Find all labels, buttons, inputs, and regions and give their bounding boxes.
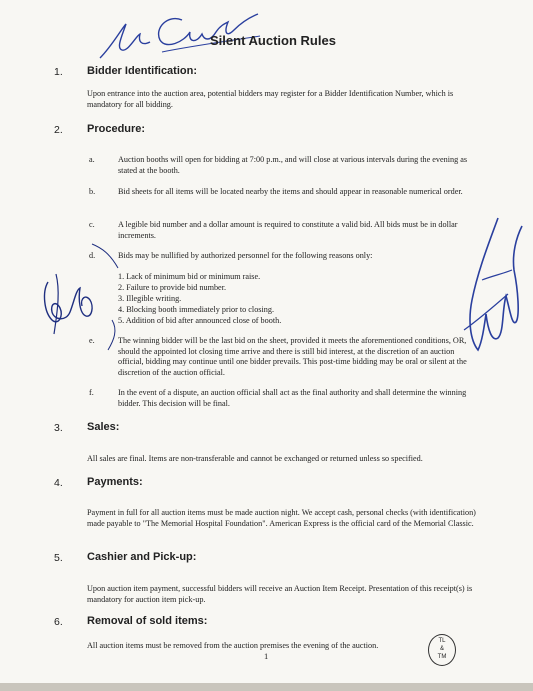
procedure-letter: d. <box>89 251 96 260</box>
page-number: 1 <box>264 651 269 661</box>
stamp-line: TM <box>437 654 447 660</box>
section-number: 5. <box>54 552 63 564</box>
section-body: Payment in full for all auction items must be made auction night. We accept cash, personal checks (with identification) made payable to "The Memorial Hospital Foundation". American Express is the official card of the Memorial Classic. <box>87 508 476 528</box>
stamp-line: TL <box>438 638 446 644</box>
procedure-text: Bids may be nullified by authorized personnel for the following reasons only: <box>118 251 373 260</box>
procedure-letter: c. <box>89 220 95 229</box>
procedure-letter: f. <box>89 388 94 397</box>
section-body: Upon auction item payment, successful bidders will receive an Auction Item Receipt. Presentation of this receipt(s) is mandatory for auction item pick-up. <box>87 584 473 604</box>
reason-item: 2. Failure to provide bid number. <box>118 283 227 292</box>
section-number: 3. <box>54 422 63 434</box>
procedure-letter: b. <box>89 187 96 196</box>
reason-item: 4. Blocking booth immediately prior to closing. <box>118 305 274 314</box>
section-body: All sales are final. Items are non-transferable and cannot be exchanged or returned unless so specified. <box>87 454 423 463</box>
section-number: 2. <box>54 124 63 136</box>
section-title: Removal of sold items: <box>87 615 208 627</box>
section-body: Upon entrance into the auction area, potential bidders may register for a Bidder Identification Number, which is mandatory for all bidding. <box>87 89 454 109</box>
section-body: All auction items must be removed from the auction premises the evening of the auction. <box>87 641 379 650</box>
signature-right <box>458 210 528 360</box>
section-title: Sales: <box>87 421 120 433</box>
procedure-text: A legible bid number and a dollar amount is required to constitute a valid bid. All bids must be in dollar increments. <box>118 220 458 240</box>
procedure-letter: e. <box>89 336 95 345</box>
section-title: Payments: <box>87 476 143 488</box>
initials-stamp <box>428 634 456 666</box>
document-title: Silent Auction Rules <box>210 33 336 48</box>
section-number: 1. <box>54 66 63 78</box>
reason-item: 1. Lack of minimum bid or minimum raise. <box>118 272 261 281</box>
reason-item: 3. Illegible writing. <box>118 294 182 303</box>
reason-item: 5. Addition of bid after announced close of booth. <box>118 316 282 325</box>
section-title: Procedure: <box>87 123 146 135</box>
page-bottom-edge <box>0 683 533 691</box>
procedure-text: Bid sheets for all items will be located nearby the items and should appear in reasonable numerical order. <box>118 187 463 196</box>
section-number: 4. <box>54 477 63 489</box>
procedure-text: The winning bidder will be the last bid on the sheet, provided it meets the aforementioned conditions, OR, should the appointed lot closing time arrive and there is still bid interest, at the discretion of an auction official, bidding may continue until one bidder prevails. This post-time bidding may be oral or silent at the discretion of the auction official. <box>118 336 467 377</box>
procedure-text: Auction booths will open for bidding at 7:00 p.m., and will close at various intervals during the evening as stated at the booth. <box>118 155 468 175</box>
section-title: Cashier and Pick-up: <box>87 551 197 563</box>
section-title: Bidder Identification: <box>87 65 197 77</box>
procedure-text: In the event of a dispute, an auction official shall act as the final authority and shall determine the winning bidder. This decision will be final. <box>118 388 467 408</box>
section-number: 6. <box>54 616 63 628</box>
stamp-line: & <box>439 646 444 652</box>
procedure-letter: a. <box>89 155 95 164</box>
